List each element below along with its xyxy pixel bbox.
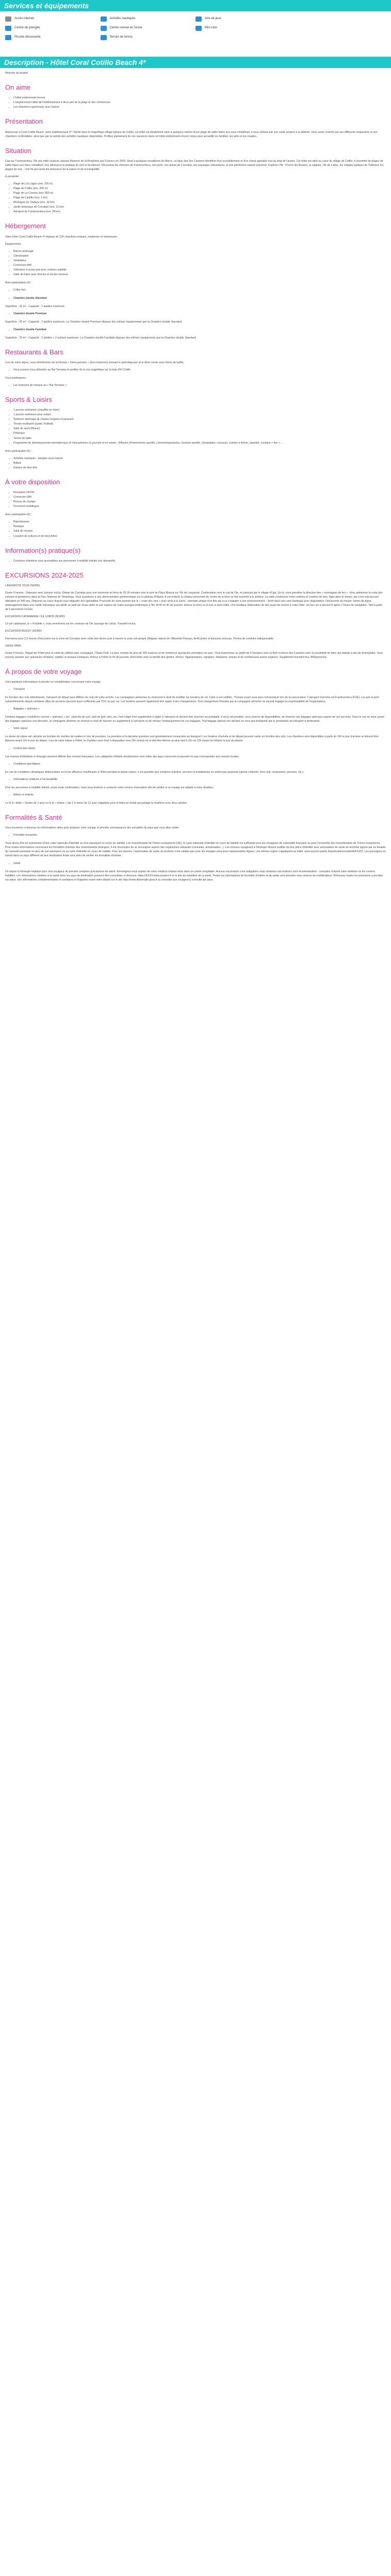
proximite-list: [5, 182, 386, 214]
excursions-heading: EXCURSIONS 2024-2025: [5, 571, 84, 579]
list-item: • L'hôtel entièrement rénové: [13, 96, 386, 100]
service-item: [101, 16, 196, 22]
propos-intro: Voici quelques informations à prendre en considération concernant votre voyage.: [5, 680, 101, 684]
propos-sections: [5, 687, 386, 805]
on-aime-list: [5, 96, 386, 109]
list-item: • Les boissons de marque au « Bar Terrasse »: [13, 383, 386, 387]
list-item: • Bureau de change: [13, 500, 386, 504]
section-label: • Informations relatives à l'accessibilité: [13, 777, 386, 782]
chambre-name: • Chambre double Standard: [13, 296, 386, 300]
list-item: • Salle de réunion: [13, 529, 386, 533]
page: [0, 0, 391, 916]
section-text: Vous devez être en possession d'une carte nationale d'identité ou d'un passeport en cours de validité. Les ressortissants de l'Union européenne (UE), la carte nationale d'identité en cours de validité est suffisante pour les voyageurs de nationalité française ou pour l'ensemble des ressortissants de l'Union européenne. Pour toutes informations concernant les formalités d'entrée des ressortissants étrangers, il est nécessaire de se renseigner auprès des organismes adéquats (consulats, ambassades...). Les mineurs voyageant à l'étranger doivent justifier de leur pièce d'identité avec autorisation de sortie du territoire signée par un titulaire de l'autorité parentale en plus de son passeport ou sa carte d'identité en cours de validité. Pour les mineurs, l'autorisation de sortie du territoire n'est valable que pour les voyages sans leurs représentants légaux. Les mêmes règles s'appliquent au bébé. www.service-public.fr/particuliers/vosdroits/F1922. Les passagers en transit dans un pays différent de leur destination finale sont priés de vérifier les formalités d'entrée.: [5, 842, 386, 858]
list-item: • Aéroport de Fuerteventura (env. 28 km): [13, 210, 386, 214]
service-label: Accès internet: [14, 17, 35, 21]
list-item: • 1 piscine extérieure (chauffée en hiver): [13, 408, 386, 412]
resume-text: Résumé du produit: [5, 72, 28, 75]
section-label: • Formalité douanière: [13, 833, 386, 837]
chambre-block: [5, 328, 386, 332]
list-item: • Plage de Cotillo (env. 200 m): [13, 187, 386, 191]
section-block: [5, 762, 386, 766]
excursion-name: LANZAROTE TOUR (NORD): [5, 584, 40, 587]
section-label: • Bagages « spéciaux »: [13, 707, 386, 711]
description-header: Description - Hôtel Coral Cotillo Beach 4*: [0, 57, 391, 68]
list-item: • Connexion Wifi: [13, 495, 386, 499]
service-item: [291, 26, 386, 31]
service-item: [5, 26, 101, 31]
service-label: Terrain de tennis: [109, 36, 133, 39]
avec-participation-list: [5, 288, 386, 292]
chambre-name: • Chambre double Premium: [13, 312, 386, 316]
excursion-text: Durée 9 heures - Déjeuner avec boisson inclus. Départ de Corralejo pour une traversée en ferry de 25-30 minutes vers le port de Playa Blanca sur l'île de Lanzarote. Continuation vers le sud de l'île, en passant par le village d'Uga. De là, vous prendrez la direction des « montagnes de feu ». Vous admirerez la route des volcans et pénétrerez dans le Parc National de Timanfaya. Vous assisterez à une démonstration géothermique sur la plateau d'Hilario. A cet endroit, la chaleur provenant du centre de la terre se fait ressentir à la surface. La visite continuera entre cratères et coulées de lave, figés dans le temps, qui n'ont subi aucune altération en 300 ans. Déjeuner au cours duquel vous déguster des spécialités. Poursuite de votre journée par le « route des vins » avec arrêt à la Geria - exemple unique d'un lieu qui a su s'adapter à son environnement -. Arrêt dans une cave (bodega) avec dégustation. Découverte du musée Jameo de Agua, aménagement dans une cavité volcanique qui abrite un petit lac d'eau salée et une espèce de crabe aveugle endémique à l'île. Arrêt en fin de journée. Retour en ferry et en bus à votre hôtel. Une boutique (fabrication de ski) avant de revenir à votre hôtel. Un bon vin à découvrir après 1 heure de navigation. Tarif à partir de 5 personnes incluse.: [5, 591, 383, 612]
restaurants-label: Vous participerez :: [5, 376, 27, 380]
excursion-text: Durée 8 heures. Départ de l'hôtel pour la visite du célèbre parc zoologique, l'Oasis Park. Le parc compte de plus de 250 espèces et de nombreux spectacles animaliers du parc. Vous traverserez un jardin de 5 hectares avec la flore et faune des Canaries avec la possibilité de faire une balade à dos de dromadaire. Vous pourrez assister aux spectacles d'otaries, reptiles et oiseaux exotiques. Retour à l'hôtel en fin de journée. Rencontre avec la famille des girafes, lémurs, hippopotames, cigognes, éléphants, tortues et de nombreuses autres espèces. Supplément transfert bus 30€/personne.: [5, 651, 383, 659]
pool-icon: [5, 35, 11, 40]
description-content: [0, 71, 391, 906]
hebergement-heading: Hébergement: [5, 222, 46, 230]
chambre-block: [5, 296, 386, 300]
sports-avec-label: Avec participation (€) :: [5, 449, 32, 453]
section-block: [5, 861, 386, 866]
list-item: • Location de voitures et de bicyclettes: [13, 534, 386, 538]
excursions-list: [5, 584, 386, 659]
list-item: • Salle de sport (fitness): [13, 427, 386, 431]
list-item: • Les chambres spacieuses avec balcon: [13, 105, 386, 109]
hebergement-intro: Votre hôtel Coral Cotillo Beach 4* dispose de 134 chambres uniques, modernes et lumineuses.: [5, 235, 118, 239]
list-item: • Plage de La Concha (env. 850 m): [13, 191, 386, 195]
service-label: Activités nautiques: [109, 17, 136, 21]
service-item: [291, 16, 386, 22]
list-item: • Activités nautiques : plongée sous-marine: [13, 456, 386, 461]
disposition-avec-label: Avec participation (€) :: [5, 513, 32, 517]
section-block: [5, 777, 386, 782]
section-text: Le lit d'« bébé » (moins de 2 ans) ou le lit « enfant » (de 2 à moins de 12 ans) s'applique pour le lettre au forfait qui partage la chambre avec deux adultes.: [5, 801, 188, 805]
chambre-text: Superficie : 29 m² - Capacité : 2 adultes + 2 enfants maximum. La Chambre double Familiale dispose des mêmes équipements que la Chambre double Standard.: [5, 336, 197, 340]
section-text: Les normes d'hôtellerie à l'étranger peuvent différer des normes françaises. Les catégories d'hôtels mentionnées sont celles des pays concernés et peuvent ne pas correspondre aux normes locales.: [5, 755, 240, 758]
excursion-name: EXCURSION CATAMARAN / ÎLE LOBOS (NORD): [5, 615, 65, 619]
restaurants-paid-list: [5, 383, 386, 387]
excursion-name: OASIS PARK: [5, 644, 22, 648]
list-item: • Personnel multilingue: [13, 504, 386, 509]
sports-heading: Sports & Loisirs: [5, 396, 53, 404]
boat-icon: [101, 16, 107, 22]
list-item: • 1 piscine extérieure pour enfant: [13, 413, 386, 417]
list-item: • Vous pourrez vous détendre au Bar Terrasse et profiter de la vue magnifique sur la baie d'El Cotillo.: [13, 368, 386, 372]
formalites-sections: [5, 833, 386, 882]
chambre-text: Superficie : 26 m² - Capacité : 2 adultes maximum. La Chambre double Premium dispose des mêmes équipements que la Chambre double Standard.: [5, 320, 183, 324]
chambres-list: [5, 296, 386, 340]
equipements-label: Équipements :: [5, 242, 23, 246]
chambre-block: [5, 312, 386, 316]
chambre-name: • Chambre double Familiale: [13, 328, 386, 332]
list-item: • Plage de Castillo (env. 1 km): [13, 196, 386, 200]
equipements-list: [5, 249, 386, 277]
excursion-name: EXCURSION BUGGY (NORD): [5, 630, 42, 633]
diving-icon: [5, 26, 11, 31]
service-label: Piscine découverte: [14, 36, 41, 39]
wifi-icon: [5, 16, 11, 22]
section-block: [5, 707, 386, 711]
restaurants-heading: Restaurants & Bars: [5, 348, 63, 356]
kids-icon: [196, 26, 202, 31]
list-item: • Plage de Los Lagos (env. 200 m): [13, 182, 386, 186]
services-header: Services et équipements: [0, 0, 391, 11]
formalites-intro: Vous trouverez ci-dessous les informations utiles pour préparer votre voyage et prendre connaissance des actualités du pays que vous allez visiter.: [5, 826, 180, 830]
section-label: • Santé: [13, 861, 386, 866]
section-block: [5, 687, 386, 691]
service-item: [5, 16, 101, 22]
situation-heading: Situation: [5, 146, 31, 155]
bottom-spacer: [5, 885, 386, 906]
service-item: [101, 35, 196, 40]
section-text: La durée du séjour est calculée en fonction du nombre de nuitées et non de journées. La première et la dernière journées sont généralement consacrées au transport. Les horaires d'arrivée et de départ peuvent varier en fonction des vols. Les chambres sont disponibles à partir de 15h le jour d'arrivée et doivent être libérées avant 12h le jour du départ. Lors de votre séjour à l'hôtel, la chambre sera mise à disposition vers 15h (check-in) et doit être libérée au plus tard à 11h ou 12h (selon les hôtels) le jour du départ.: [5, 735, 379, 743]
list-item: • Ventilateur: [13, 259, 386, 263]
service-label: Centre de plongée: [14, 26, 40, 30]
section-text: En cas de conditions climatiques défavorables ou d'une affluence insuffisante à l'hôtel pendant la basse saison, il est possible que certaines activités, services et installations ne soient pas proposés (sports collectifs, mini-club, restaurants, piscines, etc.).: [5, 770, 304, 774]
list-item: • Pétanque: [13, 431, 386, 435]
list-item: • Terrain multisport (padel, football): [13, 422, 386, 426]
section-block: [5, 793, 386, 797]
list-item: • L'emplacement idéal de l'établissement à deux pas de la plage et des commerces: [13, 100, 386, 105]
restaurants-list: [5, 368, 386, 372]
service-item: [196, 16, 291, 22]
list-item: • Télévision à écran plat avec chaînes satellite: [13, 268, 386, 272]
avec-participation-label: Avec participation (€) :: [5, 281, 32, 285]
propos-heading: À propos de votre voyage: [5, 667, 82, 675]
list-item: • Certaines chambres sont accessibles aux personnes à mobilité réduite (sur demande).: [13, 559, 386, 563]
list-item: • Blanchisserie: [13, 520, 386, 524]
section-block: [5, 726, 386, 731]
playground-icon: [196, 16, 202, 22]
service-label: Aire de jeux: [205, 17, 221, 21]
list-item: • Boutique: [13, 524, 386, 529]
list-item: • Coffre-fort: [13, 288, 386, 292]
disposition-paid-list: [5, 520, 386, 538]
service-item: [5, 35, 101, 40]
section-label: • Confort des hôtels: [13, 747, 386, 751]
restaurants-intro: Lors de votre séjour, vous bénéficierez de la formule « Demi-pension » (hors boissons) incluant le petit-déjeuner et le dîner servis sous forme de buffet.: [5, 361, 184, 364]
list-item: • Espace de bien-être: [13, 466, 386, 470]
list-item: • Climatisation: [13, 254, 386, 258]
excursion-text: Parcourez pour 2,5 heures d'excursion sur la zone de Corralejo avec visite des dunes puis à travers la zone volcanique (Malpais naturel de Villaverde Parque). Arrêt photo et boissons incluses. Permis de conduire indispensable.: [5, 637, 274, 640]
list-item: • Tennis de table: [13, 436, 386, 440]
services-grid: [0, 11, 391, 46]
disposition-list: [5, 490, 386, 509]
list-item: • Connexion Wifi: [13, 263, 386, 267]
section-label: • Bébés et enfants: [13, 793, 386, 797]
presentation-heading: Présentation: [5, 117, 43, 126]
section-label: • Votre séjour: [13, 726, 386, 731]
service-item: [101, 26, 196, 31]
fitness-icon: [101, 26, 107, 31]
section-text: Un séjour à l'étranger implique pour tout voyageur de prendre certaines précautions de santé. Renseignez-vous auprès de votre médecin traitant et/ou dans un centre hospitalier. Aucune vaccination n'est obligatoire mais certaines vaccinations sont recommandées : consultez d'abord votre médecin ou les centres habilités. Les informations relatives à la santé dans les pays de destination peuvent être consultées ci-dessous. https://XXXX/www.pasteur.fr et le site du ministère de la santé. Toutes les informations de formalité d'entrée et de santé sont données sous réserve de modifications. Retrouvez toutes les précisions à prendre sur place, des informations complémentaires et sanitaires et d'appeler avant votre départ sur le site http://www.diplomatie.gouv.fr (à consulter aux voyageurs) consulté par pays.: [5, 870, 383, 882]
situation-text: Cap sur Fuerteventura, l'île aux mille couleurs classée Réserve de la Biosphère par l'Unesco en 2009. Situé à quelques encablures du Maroc, ce bijou des îles Canaries bénéficie d'un ensoleillement et d'un climat agréable tout au long de l'année. Cet hôtel est situé au cœur du village de Cotillo, à proximité de plages de sable blanc aux eaux cristallines, lieu idéal pour la pratique du surf et du kitesurf. Découvrez les charmes de Fuerteventura, ses ports, ses dunes de Corralejo, ses paysages volcaniques, et son patrimoine naturel préservé. Explorez l'île : Puerto del Rosario, la capitale, l'île de Lobos, les villages typiques de l'intérieur, les plages du sud... Une île qui ravira les amoureux de la nature et de la tranquillité.: [5, 159, 384, 171]
disposition-heading: À votre disposition: [5, 478, 60, 486]
list-item: • Montagne de Tindaya (env. 10 km): [13, 200, 386, 205]
list-item: • Programme de divertissements internationaux et francophones en journée et en soirée : diffusion d'événements sportifs, concerts/spectacles, tournois sportifs, olympiades, concours, soirées à thème, karaoké, musique « live » ...: [13, 441, 386, 445]
service-label: Centre remise en forme: [109, 26, 142, 30]
list-item: • Salle de bains avec douche et sèche-cheveux: [13, 273, 386, 277]
list-item: • Balcon aménagé: [13, 249, 386, 253]
section-text: Certains bagages considérés comme « spéciaux » (ex : planche de surf, club de golf, vélo, etc.) font l'objet d'un supplément à régler à l'aéroport et doivent être réservés au préalable. Il vous est possible, sous réserve de disponibilités, de réserver ces bagages spéciaux auprès de nos services. Dans le cas où vous auriez des bagages spéciaux non déclarés, la compagnie aérienne se réserve le droit de facturer un supplément à l'aéroport ou de refuser l'embarquement de ces bagages. Tout bagage spécial non déclaré ne sera pas transporté par le prestataire de transport à destination.: [5, 716, 385, 723]
list-item: • Réception 24/24h: [13, 490, 386, 495]
presentation-text: Bienvenue à Coral Cotillo Beach, votre établissement 4* ! Niché dans le magnifique village typique de Cotillo, cet hôtel est idéalement situé à quelques mètres d'une plage de sable blanc aux eaux cristallines, il vous séduira par son cadre propice à la détente. Vous serez charmé par ses différents restaurants et ses chambres confortables, ainsi que par la variété des activités nautiques disponibles. Profitez pleinement de vos vacances dans cet hôtel entièrement rénové conçu pour accueillir les familles, les amis et les couples.: [5, 130, 378, 138]
section-block: [5, 747, 386, 751]
section-label: • Conditions spécifiques: [13, 762, 386, 766]
on-aime-heading: On aime: [5, 83, 31, 92]
excursion-text: Ce joli catamaran, le « Fredelin », vous emmènera sur les contours de l'île sauvage de Lobos. Transfert inclus.: [5, 622, 136, 626]
tennis-icon: [101, 35, 107, 40]
service-label: Mini club: [205, 26, 217, 30]
section-text: En fonction des vols sélectionnés, l'aéroport de départ peut différer de celui de votre arrivée. Les compagnies aériennes se réservent le droit de modifier les horaires de vol. Celle-ci est notifiée ; l'horaire exact vous sera communiqué lors de la convocation. L'aéroport d'arrivée est Fuerteventura (FUE). Les pré et post acheminements depuis certaines villes de province peuvent aussi s'effectuer par TGV ou par car. Les horaires peuvent également être sujets à des changements. Tout changement d'horaire par la compagnie aérienne ne saurait engager la responsabilité de l'organisateur.: [5, 696, 379, 704]
section-text: Pour les personnes à mobilité réduite, avant toute confirmation, nous vous invitons à contacter notre service réservation afin de vérifier si ce voyage est adapté à votre situation.: [5, 786, 214, 789]
list-item: • Billard: [13, 461, 386, 465]
chambre-text: Superficie : 26 m² - Capacité : 2 adultes maximum: [5, 305, 65, 309]
list-item: • Jardin botanique de Corralejo (env. 13 km): [13, 205, 386, 209]
sports-list: [5, 408, 386, 445]
list-item: • Solarium aménagé de chaises longues et parasols: [13, 417, 386, 421]
section-block: [5, 833, 386, 837]
section-label: • Transport: [13, 687, 386, 691]
infos-list: [5, 559, 386, 563]
proximite-label: À proximité :: [5, 175, 20, 178]
formalites-heading: Formalités & Santé: [5, 814, 62, 822]
service-item: [196, 35, 291, 40]
service-item: [196, 26, 291, 31]
sports-paid-list: [5, 456, 386, 470]
infos-heading: Information(s) pratique(s): [5, 546, 80, 554]
service-item: [291, 35, 386, 40]
